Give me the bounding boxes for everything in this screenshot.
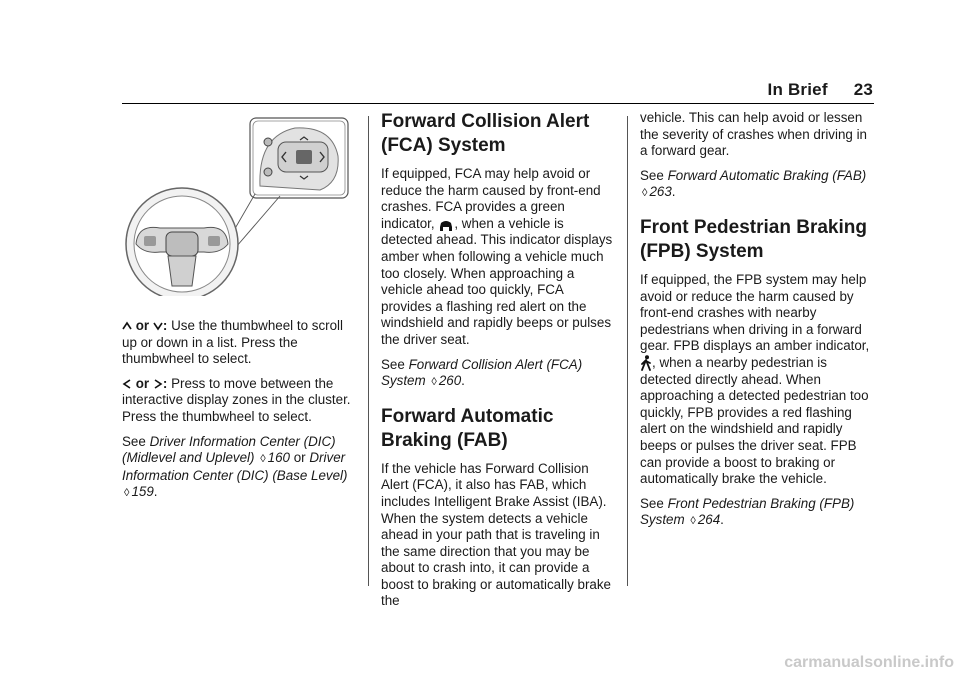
chevron-right-icon	[153, 379, 163, 389]
header-rule	[122, 103, 874, 104]
zone-move-text: Press to move between the interactive display zones in the cluster. Press the thumbwheel to select.	[122, 375, 351, 424]
page-header	[768, 80, 873, 100]
period: .	[720, 512, 724, 528]
page-number: 23	[853, 80, 873, 99]
chevron-left-icon	[122, 379, 132, 389]
fca-text-b: , when a vehicle is detected ahead. This indicator displays amber when following a vehicle much too closely. When approaching a vehicle ahead too quickly, FCA provides a flashing red alert on the windshield and rapidly beeps or pulses the driver seat.	[381, 215, 613, 347]
dic-see-also	[122, 434, 354, 502]
fpb-link[interactable]: Front Pedestrian Braking (FPB) System	[640, 495, 855, 528]
fpb-heading: Front Pedestrian Braking (FPB) System	[640, 216, 867, 262]
fab-continued: vehicle. This can help avoid or lessen the severity of crashes when driving in a forward gear.	[640, 110, 868, 159]
fpb-paragraph	[640, 272, 876, 488]
page-reference-icon: ◊	[690, 515, 696, 528]
fca-see-also	[381, 357, 617, 391]
fpb-page[interactable]: 264	[697, 512, 721, 528]
period: .	[461, 373, 465, 389]
fpb-text-a: If equipped, the FPB system may help avoid or reduce the harm caused by front-end crashes with nearby pedestrians when driving in a forward gear. FPB displays an amber indicator,	[640, 271, 870, 354]
page-reference-icon: ◊	[642, 187, 648, 200]
period: .	[671, 184, 676, 200]
fab-paragraph: If the vehicle has Forward Collision Alert (FCA), it also has FAB, which includes Intelligent Brake Assist (IBA). When the system detects a vehicle ahead in your path that is traveling in the same direction that you may be about to crash into, it can provide a boost to braking or automatically brake the	[381, 460, 611, 609]
vehicle-ahead-icon	[438, 218, 454, 232]
fab-see-also	[640, 168, 876, 202]
thumbwheel-scroll-text: Use the thumbwheel to scroll up or down in a list. Press the thumbwheel to select.	[122, 318, 344, 367]
key-join-2: or	[135, 375, 150, 391]
key-colon-1: :	[162, 318, 168, 333]
see-label: See	[640, 495, 664, 511]
see-label: See	[122, 433, 146, 449]
fpb-text-b: , when a nearby pedestrian is detected directly ahead. When approaching a detected pedestrian too quickly, FPB provides a red flashing alert on the windshield and rapidly beeps or pulses the driver seat. FPB can provide a boost to braking or automatically brake the vehicle.	[640, 354, 869, 487]
fab-link[interactable]: Forward Automatic Braking (FAB)	[667, 167, 867, 183]
fca-heading: Forward Collision Alert (FCA) System	[381, 111, 590, 156]
dic-base-page[interactable]: 159	[131, 484, 154, 500]
see-label: See	[381, 356, 405, 372]
fca-link[interactable]: Forward Collision Alert (FCA) System	[381, 356, 583, 389]
dic-midlevel-link[interactable]: Driver Information Center (DIC) (Midlevel and Uplevel)	[122, 433, 336, 466]
fab-heading: Forward Automatic Braking (FAB)	[381, 405, 554, 451]
fca-text-a: If equipped, FCA may help avoid or reduce the harm caused by front-end crashes. FCA provides a green indicator,	[381, 166, 601, 231]
column-3	[640, 110, 876, 538]
steering-wheel-illustration	[120, 116, 352, 296]
column-divider-1	[368, 116, 369, 586]
fca-paragraph	[381, 166, 617, 349]
column-divider-2	[627, 116, 628, 586]
chevron-up-icon	[122, 321, 132, 331]
or-label: or	[293, 450, 306, 466]
fpb-see-also	[640, 496, 876, 530]
pedestrian-icon	[640, 355, 652, 371]
page-reference-icon: ◊	[260, 453, 266, 466]
dic-base-link[interactable]: Driver Information Center (DIC) (Base Level)	[122, 450, 348, 483]
dic-midlevel-page[interactable]: 160	[267, 450, 290, 466]
zone-move-item	[122, 376, 354, 426]
watermark: carmanualsonline.info	[784, 654, 954, 671]
steering-wheel	[126, 188, 238, 296]
key-join-1: or	[135, 318, 150, 333]
column-2	[381, 110, 617, 618]
period: .	[153, 484, 158, 500]
section-title: In Brief	[767, 80, 828, 99]
inset-panel	[250, 118, 348, 198]
fab-page[interactable]: 263	[649, 184, 672, 200]
thumbwheel-scroll-item	[122, 318, 354, 368]
key-colon-2: :	[162, 375, 168, 391]
chevron-down-icon	[153, 321, 163, 331]
column-1	[122, 318, 354, 510]
see-label: See	[640, 167, 664, 183]
page-reference-icon: ◊	[124, 487, 130, 500]
fca-page[interactable]: 260	[438, 373, 462, 389]
page-reference-icon: ◊	[431, 376, 437, 389]
